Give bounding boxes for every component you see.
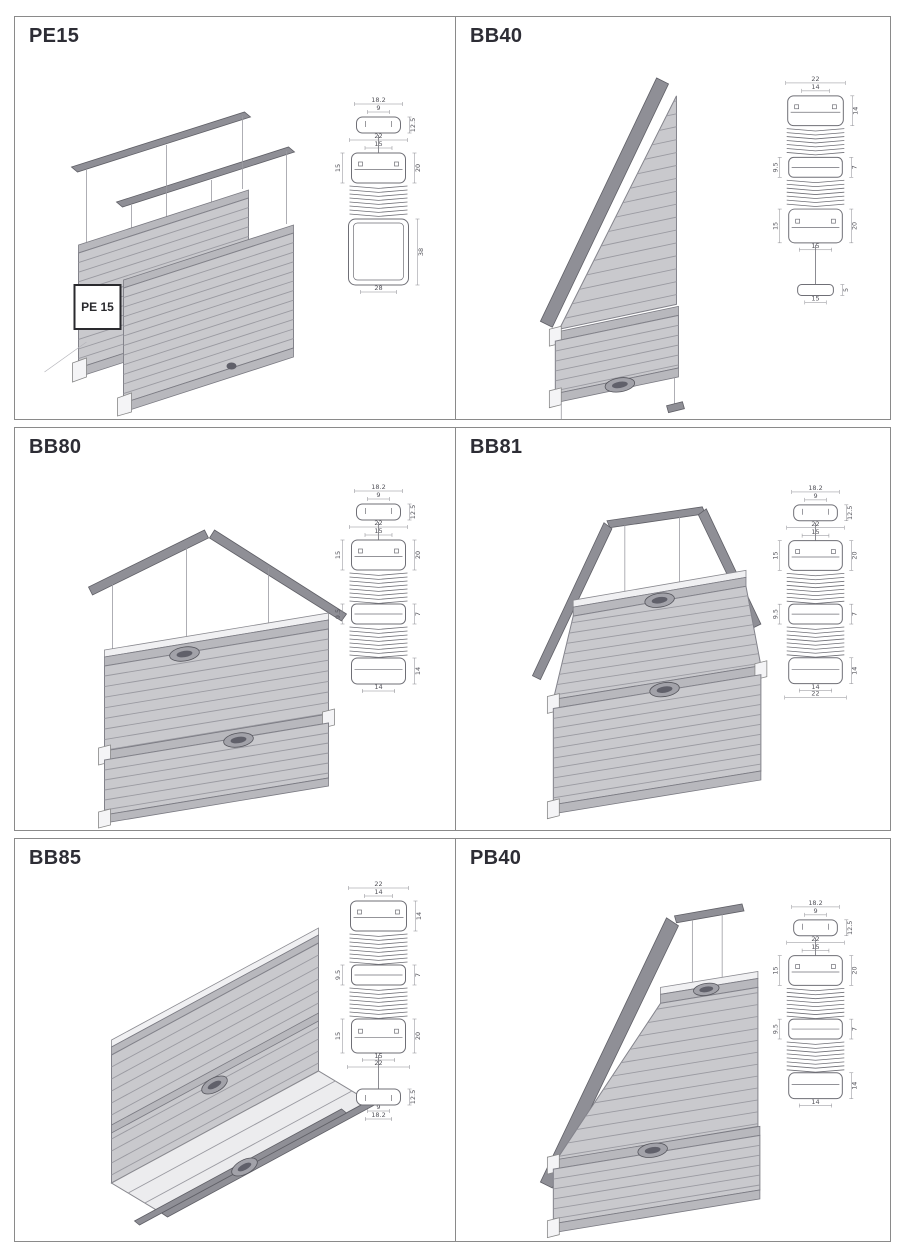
svg-text:28: 28 <box>374 284 383 293</box>
svg-text:9.5: 9.5 <box>334 608 342 620</box>
bb81-cross-section <box>771 484 858 699</box>
bb81-illustration <box>532 507 766 819</box>
svg-text:9: 9 <box>376 1103 381 1112</box>
bb80-illustration <box>89 530 347 828</box>
panel-bb85 <box>15 839 456 1241</box>
bb40-illustration <box>540 78 684 419</box>
bb80-cross-section <box>334 483 422 693</box>
svg-text:20: 20 <box>414 1031 422 1041</box>
svg-text:9.5: 9.5 <box>771 1023 780 1035</box>
svg-text:22: 22 <box>374 519 383 528</box>
pb40-diagram <box>456 839 890 1241</box>
svg-text:14: 14 <box>811 682 820 691</box>
bb80-diagram <box>15 428 455 830</box>
svg-text:14: 14 <box>850 666 859 675</box>
svg-text:15: 15 <box>771 551 780 560</box>
panel-title: PB40 <box>470 847 522 869</box>
svg-text:14: 14 <box>850 1081 859 1090</box>
svg-text:20: 20 <box>850 551 859 560</box>
pb40-illustration <box>540 904 759 1238</box>
svg-text:14: 14 <box>811 83 820 92</box>
svg-text:9: 9 <box>813 907 818 916</box>
panel-bb80 <box>15 428 456 830</box>
svg-text:12.5: 12.5 <box>409 1089 417 1105</box>
svg-text:18.2: 18.2 <box>371 483 386 492</box>
svg-text:22: 22 <box>374 132 383 141</box>
svg-text:7: 7 <box>850 612 859 617</box>
pe15-illustration <box>45 112 295 416</box>
svg-text:22: 22 <box>811 689 820 698</box>
svg-text:20: 20 <box>414 163 422 173</box>
svg-text:20: 20 <box>850 966 859 975</box>
svg-text:15: 15 <box>771 966 780 975</box>
svg-text:15: 15 <box>811 241 820 250</box>
svg-text:22: 22 <box>811 75 820 84</box>
svg-text:18.2: 18.2 <box>808 899 823 908</box>
bb40-cross-section <box>771 75 859 304</box>
svg-text:7: 7 <box>414 611 422 617</box>
bb85-cross-section <box>334 880 423 1121</box>
panel-title: BB85 <box>29 847 82 869</box>
catalog-sheet <box>14 16 891 1249</box>
svg-text:38: 38 <box>417 247 425 257</box>
svg-text:22: 22 <box>374 880 383 889</box>
svg-text:15: 15 <box>334 163 342 173</box>
panel-row-2 <box>14 427 891 831</box>
svg-text:5: 5 <box>841 287 850 293</box>
svg-text:9: 9 <box>376 104 381 113</box>
panel-title: BB40 <box>470 25 523 47</box>
svg-text:20: 20 <box>414 550 422 560</box>
panel-pe15 <box>15 17 456 419</box>
panel-pb40 <box>456 839 890 1241</box>
panel-title: BB80 <box>29 436 82 458</box>
svg-text:12.5: 12.5 <box>409 117 417 133</box>
svg-text:15: 15 <box>334 550 342 560</box>
svg-text:15: 15 <box>374 140 383 149</box>
svg-text:22: 22 <box>811 519 820 528</box>
svg-text:15: 15 <box>374 1052 383 1061</box>
pe15-label-text: PE 15 <box>81 300 114 314</box>
svg-text:9: 9 <box>813 492 818 501</box>
svg-text:14: 14 <box>414 666 422 676</box>
svg-text:22: 22 <box>374 1059 383 1068</box>
svg-text:14: 14 <box>374 683 383 692</box>
svg-text:9.5: 9.5 <box>771 162 780 173</box>
svg-text:22: 22 <box>811 934 820 943</box>
svg-text:7: 7 <box>414 972 422 978</box>
svg-text:15: 15 <box>811 942 820 951</box>
pe15-cross-section <box>334 96 425 294</box>
svg-text:9.5: 9.5 <box>771 608 780 620</box>
panel-bb40 <box>456 17 890 419</box>
svg-text:14: 14 <box>415 911 423 921</box>
svg-text:15: 15 <box>811 527 820 536</box>
svg-text:7: 7 <box>850 1027 859 1032</box>
panel-title: BB81 <box>470 436 523 458</box>
svg-text:18.2: 18.2 <box>371 96 386 105</box>
svg-text:14: 14 <box>811 1097 820 1106</box>
bb40-diagram <box>456 17 890 419</box>
svg-text:15: 15 <box>374 527 383 536</box>
pb40-cross-section <box>771 899 858 1107</box>
svg-text:14: 14 <box>374 888 383 897</box>
panel-row-1 <box>14 16 891 420</box>
panel-title: PE15 <box>29 25 80 47</box>
svg-text:12.5: 12.5 <box>845 920 854 935</box>
svg-text:7: 7 <box>850 165 859 170</box>
pe15-knob <box>227 363 237 370</box>
svg-text:15: 15 <box>334 1031 342 1041</box>
svg-text:14: 14 <box>851 106 860 115</box>
svg-text:20: 20 <box>850 221 859 231</box>
pe15-diagram <box>15 17 455 419</box>
svg-text:12.5: 12.5 <box>409 504 417 520</box>
svg-text:18.2: 18.2 <box>371 1111 386 1120</box>
panel-row-3 <box>14 838 891 1242</box>
bb85-diagram <box>15 839 455 1241</box>
svg-text:9: 9 <box>376 491 381 500</box>
svg-text:15: 15 <box>771 221 780 231</box>
svg-text:18.2: 18.2 <box>808 484 823 493</box>
svg-text:9.5: 9.5 <box>334 969 342 981</box>
panel-bb81 <box>456 428 890 830</box>
svg-text:12.5: 12.5 <box>845 505 854 520</box>
svg-text:15: 15 <box>811 294 820 303</box>
bb81-diagram <box>456 428 890 830</box>
